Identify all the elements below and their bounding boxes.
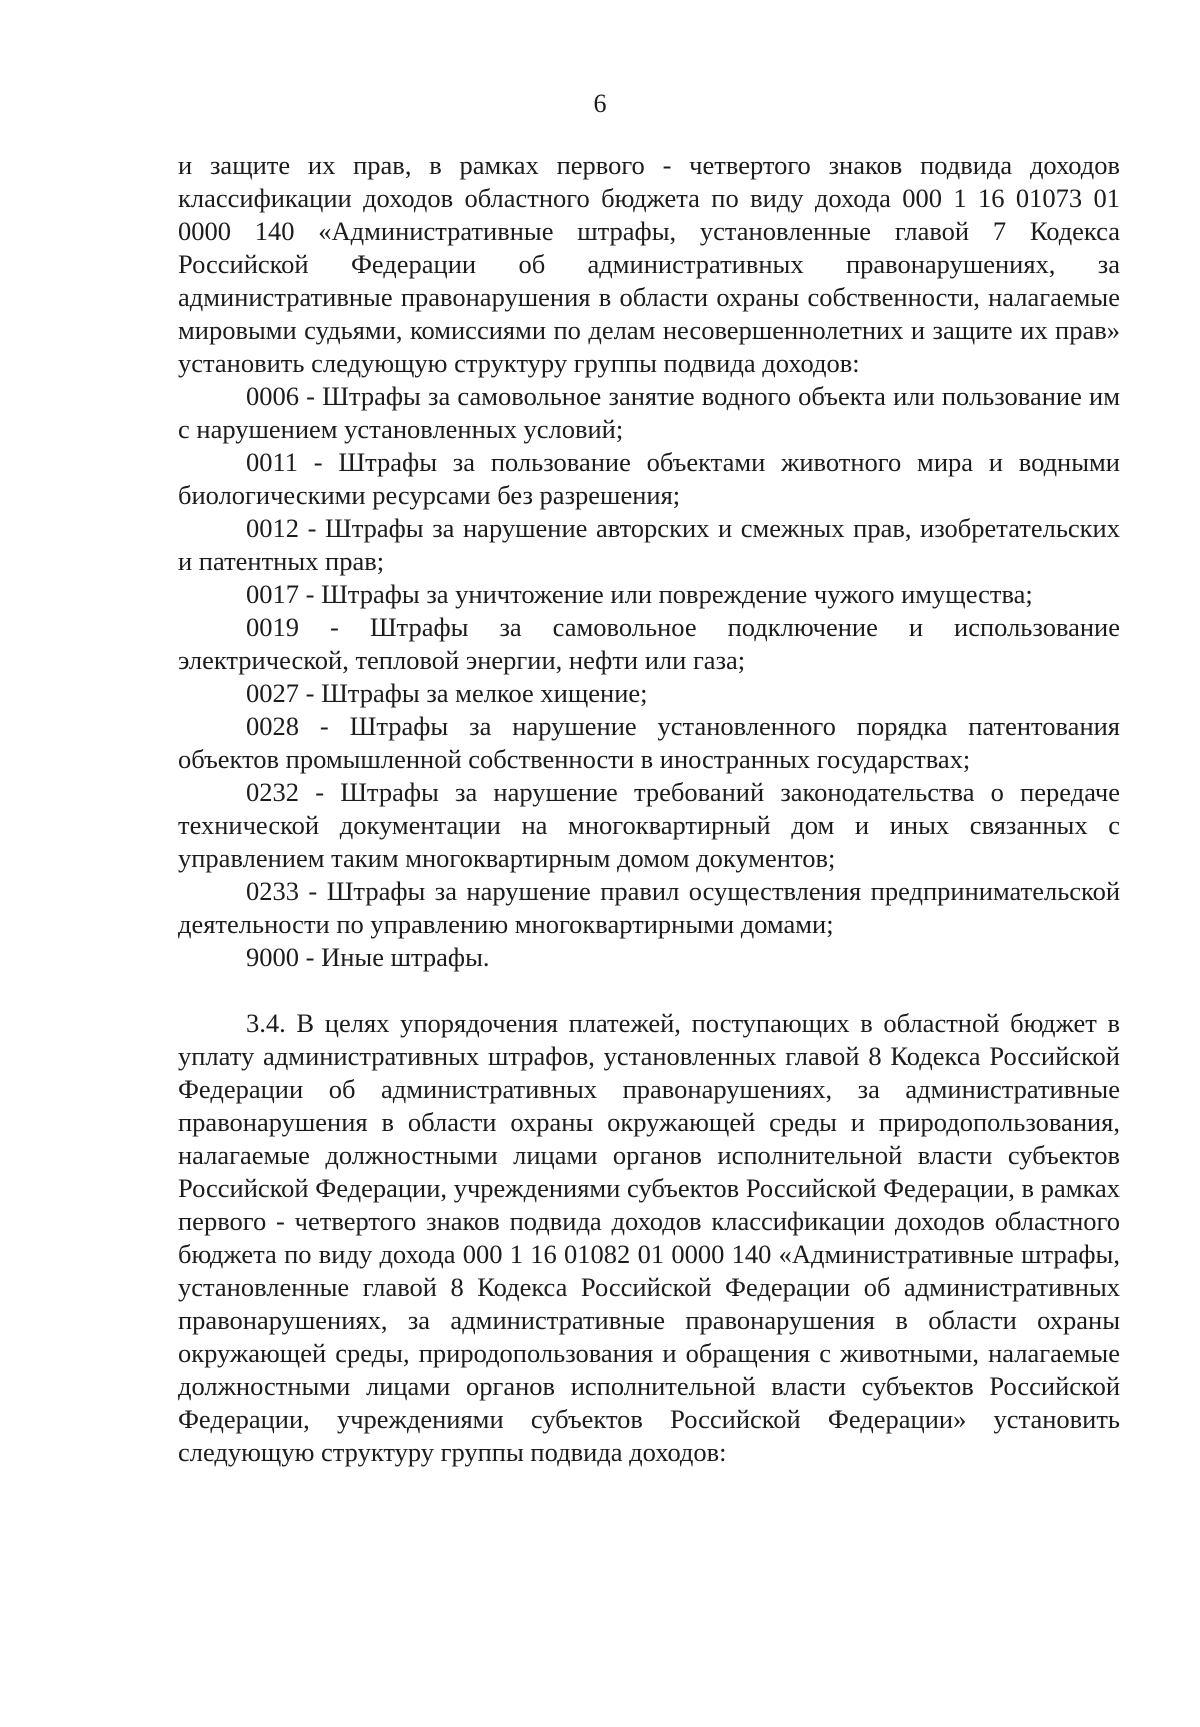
code-item-0012: 0012 - Штрафы за нарушение авторских и смежных прав, изобретательских и патентных прав;: [178, 513, 1120, 576]
document-body: [178, 149, 1120, 1469]
code-item-0233: 0233 - Штрафы за нарушение правил осуществления предпринимательской деятельности по управлению многоквартирными домами;: [178, 876, 1120, 939]
page-number: 6: [593, 89, 607, 118]
code-item-0011: 0011 - Штрафы за пользование объектами животного мира и водными биологическими ресурсами без разрешения;: [178, 447, 1120, 510]
code-item-9000: 9000 - Иные штрафы.: [246, 942, 490, 972]
code-item-0006: 0006 - Штрафы за самовольное занятие водного объекта или пользование им с нарушением установленных условий;: [178, 381, 1120, 444]
intro-paragraph: и защите их прав, в рамках первого - четвертого знаков подвида доходов классификации доходов областного бюджета по виду дохода 000 1 16 01073 01 0000 140 «Административные штрафы, установленные главой 7 Кодекса Российской Федерации об административных правонарушениях, за административные правонарушения в области охраны собственности, налагаемые мировыми судьями, комиссиями по делам несовершеннолетних и защите их прав» установить следующую структуру группы подвида доходов:: [178, 150, 1120, 378]
code-item-0019: 0019 - Штрафы за самовольное подключение и использование электрической, тепловой энергии, нефти или газа;: [178, 612, 1120, 675]
code-item-0027: 0027 - Штрафы за мелкое хищение;: [246, 678, 648, 708]
section-3-4-paragraph: 3.4. В целях упорядочения платежей, поступающих в областной бюджет в уплату административных штрафов, установленных главой 8 Кодекса Российской Федерации об административных правонарушениях, за административные правонарушения в области охраны окружающей среды и природопользования, налагаемые должностными лицами органов исполнительной власти субъектов Российской Федерации, учреждениями субъектов Российской Федерации, в рамках первого - четвертого знаков подвида доходов классификации доходов областного бюджета по виду дохода 000 1 16 01082 01 0000 140 «Административные штрафы, установленные главой 8 Кодекса Российской Федерации об административных правонарушениях, за административные правонарушения в области охраны окружающей среды, природопользования и обращения с животными, налагаемые должностными лицами органов исполнительной власти субъектов Российской Федерации, учреждениями субъектов Российской Федерации» установить следующую структуру группы подвида доходов:: [178, 1008, 1120, 1467]
code-item-0017: 0017 - Штрафы за уничтожение или повреждение чужого имущества;: [246, 579, 1033, 609]
code-item-0232: 0232 - Штрафы за нарушение требований законодательства о передаче технической документации на многоквартирный дом и иных связанных с управлением таким многоквартирным домом документов;: [178, 777, 1120, 873]
code-item-0028: 0028 - Штрафы за нарушение установленного порядка патентования объектов промышленной собственности в иностранных государствах;: [178, 711, 1120, 774]
